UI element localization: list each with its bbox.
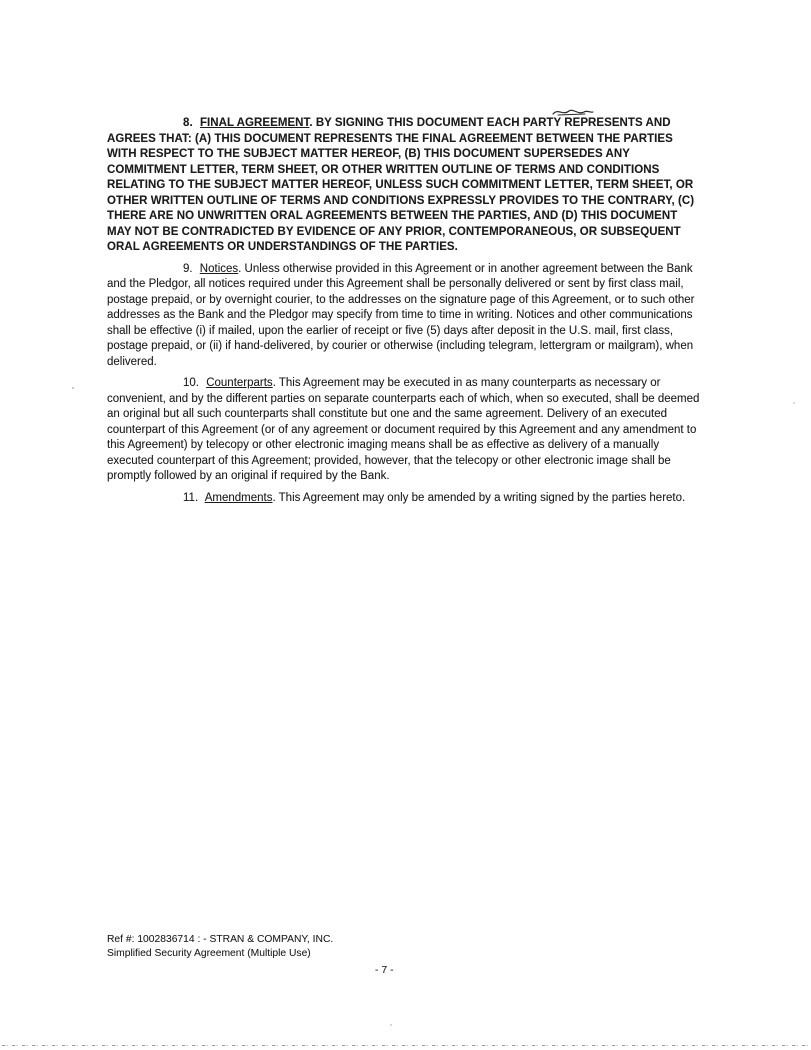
- document-body: [107, 116, 701, 512]
- scan-speck: [793, 402, 795, 404]
- section-10-counterparts-paragraph: [107, 376, 701, 485]
- page-number: - 7 -: [375, 964, 394, 976]
- section-number: 11.: [183, 491, 199, 504]
- section-title: FINAL AGREEMENT: [199, 117, 310, 129]
- scan-speck: [72, 387, 74, 389]
- section-text: . This Agreement may be executed in as many counterparts as necessary or convenient, and by the different parties on separate counterparts each of which, when so executed, shall be deemed an original but all such counterparts shall constitute but one and the same agreement. Delivery of an executed counterpart of this Agreement (or of any agreement or document required by this Agreement and any amendment to this Agreement) by telecopy or other electronic imaging means shall be as effective as delivery of a manually executed counterpart of this Agreement; provided, however, that the telecopy or other electronic image shall be promptly followed by an original if required by the Bank.: [107, 377, 700, 482]
- footer-form-title-line: Simplified Security Agreement (Multiple Use): [107, 947, 311, 959]
- section-title: Amendments: [204, 491, 273, 504]
- section-text: . This Agreement may only be amended by a writing signed by the parties hereto.: [272, 491, 686, 504]
- section-number: 9.: [183, 262, 193, 275]
- scan-speck: [390, 1024, 392, 1026]
- page-footer: [107, 933, 394, 978]
- section-11-amendments-paragraph: [107, 491, 701, 507]
- section-8-final-agreement-paragraph: [107, 116, 701, 256]
- section-number: 10.: [183, 377, 199, 389]
- section-text: . BY SIGNING THIS DOCUMENT EACH PARTY REPRESENTS AND AGREES THAT: (A) THIS DOCUMENT REPRESENTS THE FINAL AGREEMENT BETWEEN THE PARTIES WITH RESPECT TO THE SUBJECT MATTER HEREOF, (B) THIS DOCUMENT SUPERSEDES ANY COMMITMENT LETTER, TERM SHEET, OR OTHER WRITTEN OUTLINE OF TERMS AND CONDITIONS RELATING TO THE SUBJECT MATTER HEREOF, UNLESS SUCH COMMITMENT LETTER, TERM SHEET, OR OTHER WRITTEN OUTLINE OF TERMS AND CONDITIONS EXPRESSLY PROVIDES TO THE CONTRARY, (C) THERE ARE NO UNWRITTEN ORAL AGREEMENTS BETWEEN THE PARTIES, AND (D) THIS DOCUMENT MAY NOT BE CONTRADICTED BY EVIDENCE OF ANY PRIOR, CONTEMPORANEOUS, OR SUBSEQUENT ORAL AGREEMENTS OR UNDERSTANDINGS OF THE PARTIES.: [107, 117, 695, 253]
- section-title: Notices: [199, 262, 239, 275]
- section-title: Counterparts: [206, 377, 273, 389]
- section-number: 8.: [183, 117, 193, 129]
- section-9-notices-paragraph: [107, 262, 701, 371]
- section-text: . Unless otherwise provided in this Agreement or in another agreement between the Bank and the Pledgor, all notices required under this Agreement shall be personally delivered or sent by first class mail, postage prepaid, or by overnight courier, to the addresses on the signature page of this Agreement, or to such other addresses as the Bank and the Pledgor may specify from time to time in writing. Notices and other communications shall be effective (i) if mailed, upon the earlier of receipt or five (5) days after deposit in the U.S. mail, first class, postage prepaid, or (ii) if hand-delivered, by courier or otherwise (including telegram, lettergram or mailgram), when delivered.: [107, 262, 695, 368]
- footer-ref-line: Ref #: 1002836714 : - STRAN & COMPANY, INC.: [107, 934, 334, 945]
- scan-artifact-dotted-line: [2, 1044, 809, 1046]
